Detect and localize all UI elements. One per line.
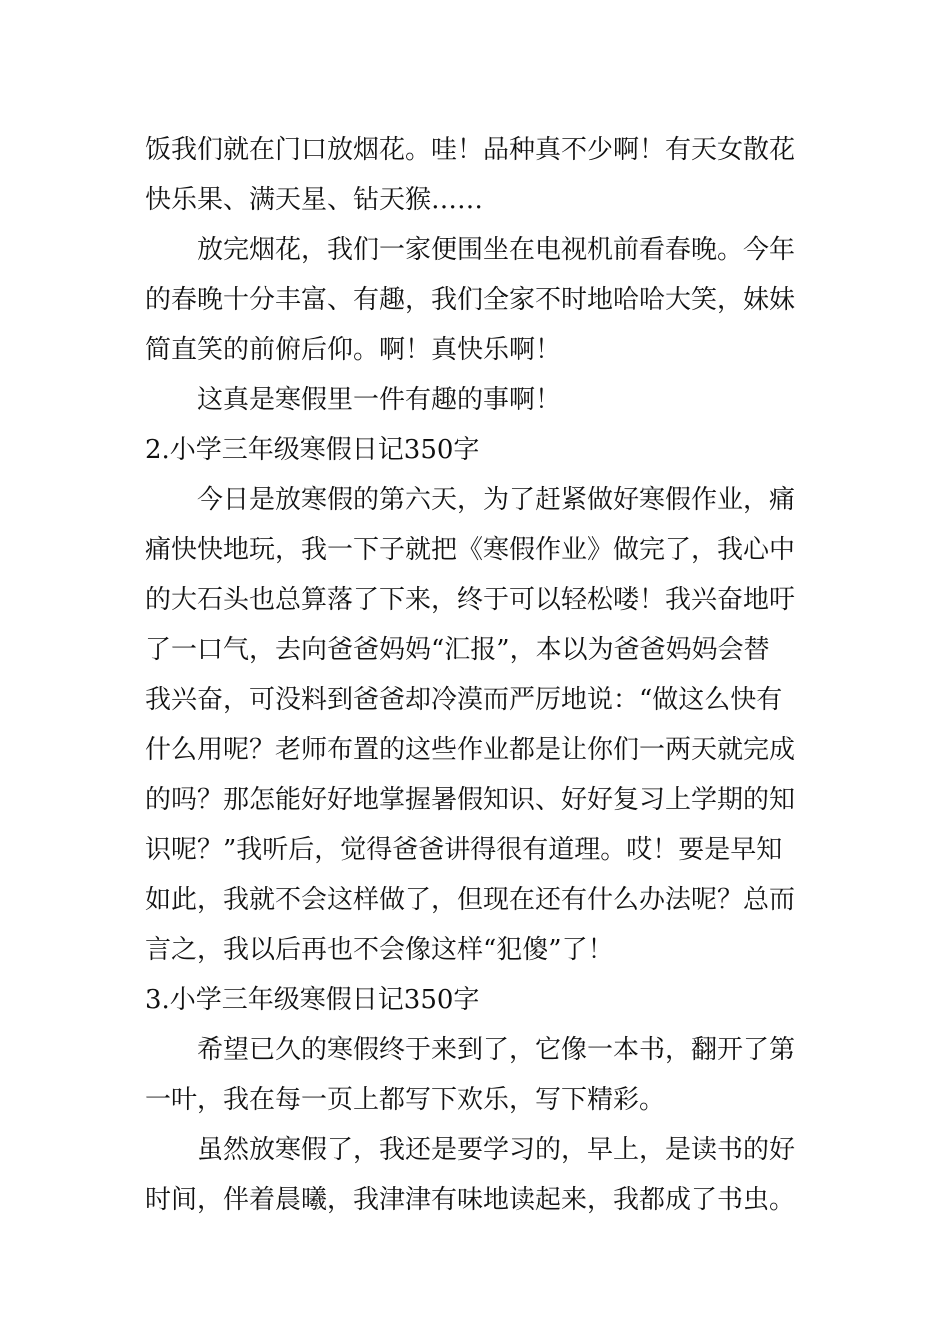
text-line: 什么用呢？老师布置的这些作业都是让你们一两天就完成: [145, 735, 796, 765]
text-line: 痛快快地玩，我一下子就把《寒假作业》做完了，我心中: [145, 535, 796, 565]
text-line: 识呢？”我听后，觉得爸爸讲得很有道理。哎！要是早知: [145, 835, 783, 865]
text-line: 快乐果、满天星、钻天猴……: [145, 185, 484, 215]
text-line: 的吗？那怎能好好地掌握暑假知识、好好复习上学期的知: [145, 785, 796, 815]
text-line: 了一口气，去向爸爸妈妈“汇报”，本以为爸爸妈妈会替: [145, 635, 770, 665]
text-line: 一叶，我在每一页上都写下欢乐，写下精彩。: [145, 1085, 666, 1115]
text-line: 如此，我就不会这样做了，但现在还有什么办法呢？总而: [145, 885, 796, 915]
paragraph-start-line: 虽然放寒假了，我还是要学习的，早上，是读书的好: [197, 1135, 796, 1165]
text-line: 我兴奋，可没料到爸爸却冷漠而严厉地说：“做这么快有: [145, 685, 783, 715]
text-line: 言之，我以后再也不会像这样“犯傻”了！: [145, 935, 614, 965]
paragraph-start-line: 这真是寒假里一件有趣的事啊！: [197, 385, 562, 415]
text-line: 的大石头也总算落了下来，终于可以轻松喽！我兴奋地吁: [145, 585, 796, 615]
text-line: 简直笑的前俯后仰。啊！真快乐啊！: [145, 335, 562, 365]
section-heading: 3.小学三年级寒假日记350字: [145, 985, 480, 1015]
paragraph-start-line: 希望已久的寒假终于来到了，它像一本书，翻开了第: [197, 1035, 796, 1065]
paragraph-start-line: 放完烟花，我们一家便围坐在电视机前看春晚。今年: [197, 235, 796, 265]
text-line: 饭我们就在门口放烟花。哇！品种真不少啊！有天女散花: [145, 135, 796, 165]
text-line: 的春晚十分丰富、有趣，我们全家不时地哈哈大笑，妹妹: [145, 285, 796, 315]
paragraph-start-line: 今日是放寒假的第六天，为了赶紧做好寒假作业，痛: [197, 485, 796, 515]
text-line: 时间，伴着晨曦，我津津有味地读起来，我都成了书虫。: [145, 1185, 796, 1215]
section-heading: 2.小学三年级寒假日记350字: [145, 435, 480, 465]
